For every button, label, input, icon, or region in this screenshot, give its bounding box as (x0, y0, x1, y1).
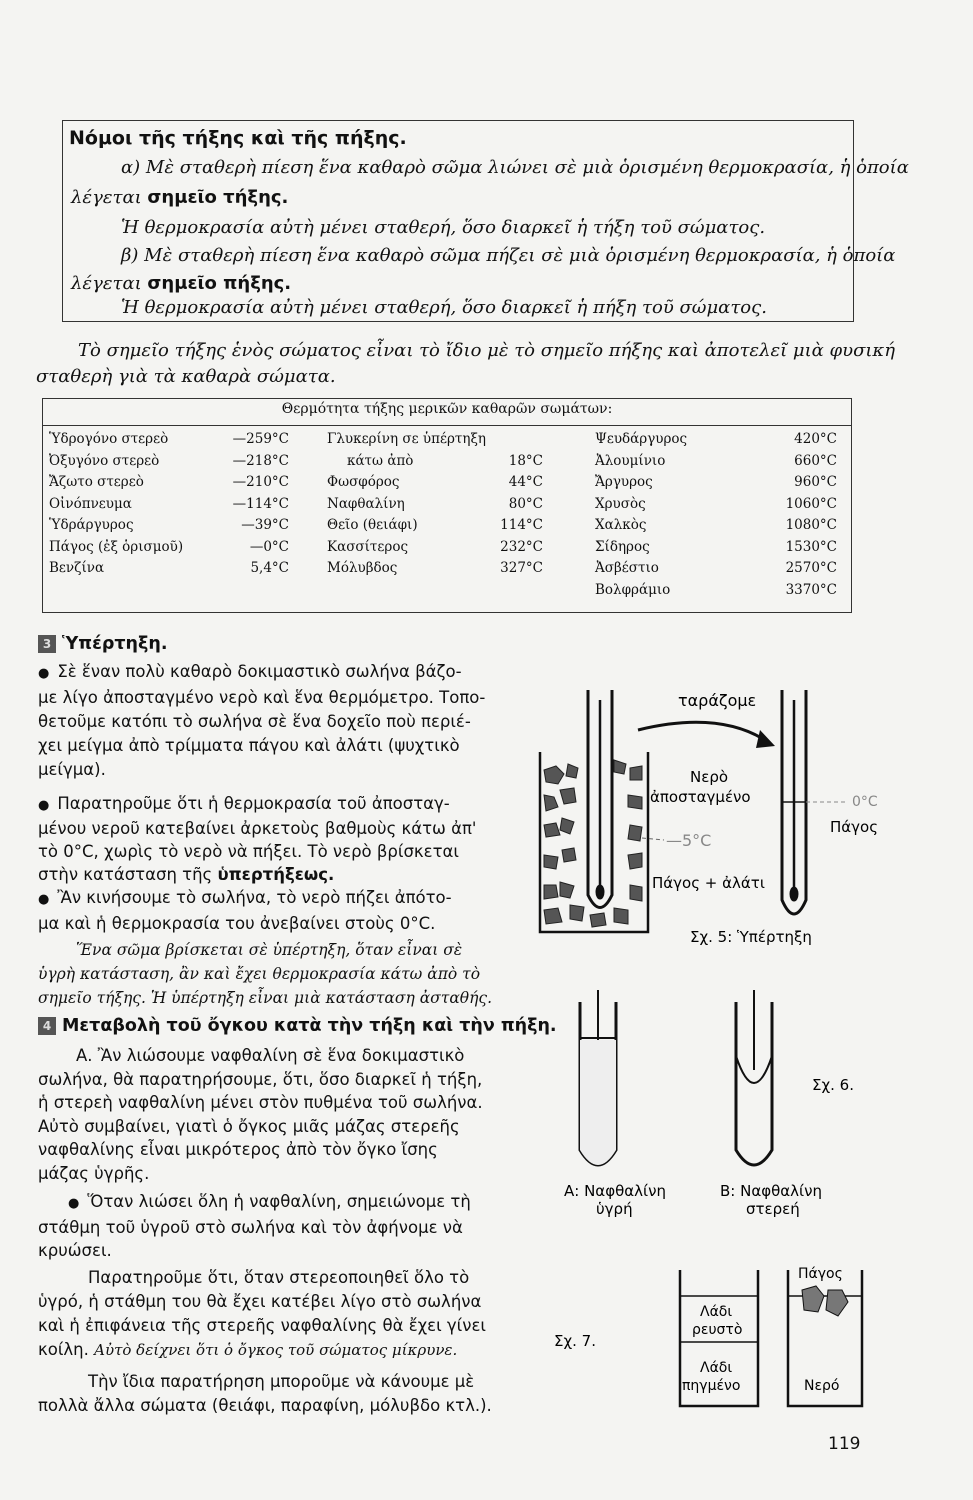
table-cell: 3370°C (785, 581, 837, 598)
table-cell: —259°C (232, 431, 289, 447)
figure-7-oil-ice (540, 1256, 900, 1416)
law-a-const: Ἡ θερμοκρασία αὐτὴ μένει σταθερή, ὅσο διαρκεῖ ἡ τήξη τοῦ σώματος. (121, 217, 766, 238)
text-line: σωλήνα, θὰ παρατηρήσουμε, ὅτι, ὅσο διαρκεῖ ἡ τήξη, (38, 1069, 483, 1089)
table-cell: Ψευδάργυρος (595, 431, 688, 447)
table-cell: Ἀλουμίνιο (595, 452, 666, 469)
table-cell: Σίδηρος (595, 538, 650, 555)
text-line: κρυώσει. (38, 1241, 112, 1260)
law-a-called: λέγεται (71, 187, 142, 208)
table-cell: 80°C (508, 495, 543, 512)
table-cell: 1060°C (785, 495, 837, 512)
supercooling-definition (38, 938, 492, 1010)
text-line: χει μείγμα ἀπὸ τρίμματα πάγου καὶ ἀλάτι (ψυχτικὸ (38, 736, 460, 755)
text-line: ἡ στερεὴ ναφθαλίνη μένει στὸν πυθμένα τοῦ σωλήνα. (38, 1093, 483, 1112)
table-cell: 420°C (794, 431, 837, 447)
table-cell: —0°C (249, 538, 289, 555)
table-col2-values (483, 429, 543, 580)
text-line: μάζας ὑγρῆς. (38, 1163, 150, 1183)
label-minus5: —5°C (666, 831, 712, 850)
table-cell: 232°C (500, 538, 543, 555)
page-number: 119 (828, 1434, 861, 1454)
volume-p4 (38, 1370, 492, 1418)
supercooling-p3 (38, 886, 452, 936)
table-col1-names (49, 429, 183, 580)
text-line: ὑγρὴ κατάσταση, ἂν καὶ ἔχει θερμοκρασία κάτω ἀπὸ τὸ (38, 965, 481, 983)
table-cell: Βολφράμιο (595, 581, 671, 598)
volume-p3 (38, 1266, 486, 1362)
label-a-2: ὑγρή (596, 1200, 633, 1218)
table-cell: Θεῖο (θειάφι) (327, 517, 418, 533)
italic-span: Αὐτὸ δείχνει ὅτι ὁ ὄγκος τοῦ σώματος μίκρυνε. (94, 1341, 458, 1359)
text-line: τὸ 0°C, χωρὶς τὸ νερὸ νὰ πήξει. Τὸ νερὸ βρίσκεται (38, 842, 459, 861)
label-ice-salt: Πάγος + ἀλάτι (652, 874, 765, 892)
table-title: Θερμότητα τήξης μερικῶν καθαρῶν σωμάτων: (281, 401, 613, 417)
text-line: μα καὶ ἡ θερμοκρασία του ἀνεβαίνει στοὺς 0°C. (38, 914, 436, 933)
label-ice: Πάγος (798, 1266, 843, 1282)
text-line: ● Παρατηροῦμε ὅτι ἡ θερμοκρασία τοῦ ἀποσταγ- (38, 792, 476, 817)
table-cell: 960°C (794, 474, 837, 490)
table-cell: 1080°C (785, 517, 837, 533)
figure-6-naphthalene (540, 980, 900, 1220)
table-col3-names (595, 429, 687, 601)
label-oil-solid-2: πηγμένο (682, 1378, 741, 1394)
table-cell: Ναφθαλίνη (327, 495, 405, 512)
label-b-2: στερεή (746, 1200, 800, 1218)
table-cell: Χρυσὸς (595, 495, 646, 512)
table-cell: Ὑδρογόνο στερεὸ (49, 431, 169, 447)
section-number: 4 (38, 1017, 56, 1035)
supercooling-p1 (38, 660, 485, 782)
ice-cubes-icon (802, 1286, 848, 1316)
table-col2-names (327, 429, 486, 580)
table-cell: Βενζίνα (49, 560, 105, 576)
law-b-text: β) Μὲ σταθερὴ πίεση ἕνα καθαρὸ σῶμα πήζει σὲ μιὰ ὁρισμένη θερμοκρασία, ἡ ὁποία (121, 245, 896, 266)
section-number: 3 (38, 635, 56, 653)
text-line (38, 863, 476, 886)
table-cell: Πάγος (ἐξ ὁρισμοῦ) (49, 538, 184, 555)
figure-5-supercooling (530, 660, 910, 960)
label-a-1: Α: Ναφθαλίνη (564, 1182, 666, 1200)
volume-p2 (38, 1190, 471, 1263)
label-water-1: Νερὸ (690, 768, 729, 786)
table-cell: Γλυκερίνη σε ὑπέρτηξη (327, 431, 486, 447)
law-a-term: σημεῖο τήξης. (147, 187, 289, 208)
table-cell: —218°C (232, 452, 289, 469)
text-line: με λίγο ἀποσταγμένο νερὸ καὶ ἕνα θερμόμετρο. Τοπο- (38, 688, 486, 707)
table-cell: Οἰνόπνευμα (49, 495, 132, 512)
table-cell: 5,4°C (250, 560, 289, 576)
label-b-1: Β: Ναφθαλίνη (720, 1182, 823, 1200)
text-line: καὶ ἡ ἐπιφάνεια τῆς στερεῆς ναφθαλίνης θὰ ἔχει γίνει (38, 1316, 486, 1335)
law-b-const: Ἡ θερμοκρασία αὐτὴ μένει σταθερή, ὅσο διαρκεῖ ἡ πήξη τοῦ σώματος. (121, 297, 767, 318)
table-col3-values (763, 429, 837, 601)
table-cell: 44°C (508, 474, 543, 490)
table-cell: Ἄζωτο στερεὸ (49, 474, 144, 490)
table-cell: —114°C (232, 495, 289, 512)
table-cell: Ἀσβέστιο (595, 560, 659, 576)
label-ice: Πάγος (830, 818, 879, 836)
text-line: ● Ἂν κινήσουμε τὸ σωλήνα, τὸ νερὸ πήζει ἀπότο- (38, 886, 452, 912)
laws-title: Νόμοι τῆς τήξης καὶ τῆς πήξης. (69, 127, 407, 149)
statement-line2: σταθερὴ γιὰ τὰ καθαρὰ σώματα. (36, 366, 336, 387)
text-line: Τὴν ἴδια παρατήρηση μποροῦμε νὰ κάνουμε μὲ (88, 1372, 475, 1391)
shake-arrow (638, 722, 768, 742)
label-water-2: ἀποσταγμένο (650, 788, 751, 806)
table-cell (483, 429, 543, 451)
law-a-text: α) Μὲ σταθερὴ πίεση ἕνα καθαρὸ σῶμα λιώνει σὲ μιὰ ὁρισμένη θερμοκρασία, ἡ ὁποία (121, 157, 909, 178)
table-cell: Φωσφόρος (327, 474, 400, 490)
text-line: ● Ὅταν λιώσει ὅλη ἡ ναφθαλίνη, σημειώνομε τὴ (38, 1190, 471, 1216)
text-line: πολλὰ ἄλλα σώματα (θειάφι, παραφίνη, μόλυβδο κτλ.). (38, 1396, 492, 1415)
law-b-called-line (71, 273, 291, 294)
label-water: Νερό (804, 1378, 840, 1394)
melting-table (42, 398, 852, 613)
statement-line1: Τὸ σημεῖο τήξης ἑνὸς σώματος εἶναι τὸ ἴδιο μὲ τὸ σημεῖο πήξης καὶ ἀποτελεῖ μιὰ φυσική (78, 340, 896, 361)
table-cell: Ὀξυγόνο στερεὸ (49, 452, 160, 469)
section-supercooling-heading (38, 634, 167, 654)
text-line: Ἕνα σῶμα βρίσκεται σὲ ὑπέρτηξη, ὅταν εἶναι σὲ (76, 941, 463, 959)
fig7-caption: Σχ. 7. (554, 1332, 596, 1350)
fig6-caption: Σχ. 6. (812, 1076, 854, 1094)
table-cell: 327°C (500, 560, 543, 576)
table-cell: —39°C (241, 517, 289, 533)
table-cell: Κασσίτερος (327, 538, 409, 555)
table-col1-values (223, 429, 289, 580)
text-line: σημεῖο τήξης. Ἡ ὑπέρτηξη εἶναι μιὰ κατάσταση ἀσταθής. (38, 989, 493, 1007)
law-a-called-line (71, 187, 288, 208)
label-oil-solid-1: Λάδι (700, 1360, 733, 1376)
section-volume-heading (38, 1016, 557, 1036)
table-cell: Ἄργυρος (595, 474, 653, 490)
label-oil-liquid-2: ρευστὸ (692, 1322, 743, 1338)
text-line (38, 1338, 486, 1362)
text-line: θετοῦμε κατόπι τὸ σωλήνα σὲ ἕνα δοχεῖο ποὺ περιέ- (38, 712, 471, 731)
text-line: Παρατηροῦμε ὅτι, ὅταν στερεοποιηθεῖ ὅλο τὸ (88, 1268, 470, 1287)
fig5-caption: Σχ. 5: Ὑπέρτηξη (690, 928, 812, 946)
text-line: μένου νεροῦ κατεβαίνει ἀρκετοὺς βαθμοὺς κάτω ἀπ' (38, 819, 477, 838)
law-b-called: λέγεται (71, 273, 142, 294)
table-cell: 2570°C (785, 560, 837, 576)
text-line: ὑγρό, ἡ στάθμη του θὰ ἔχει κατέβει λίγο στὸ σωλήνα (38, 1292, 482, 1311)
text-line: Α. Ἂν λιώσουμε ναφθαλίνη σὲ ἕνα δοκιμαστικὸ (76, 1046, 465, 1065)
table-cell: 114°C (500, 517, 543, 533)
laws-box (62, 120, 909, 322)
heading-text: Ὑπέρτηξη. (62, 634, 168, 654)
heading-text: Μεταβολὴ τοῦ ὄγκου κατὰ τὴν τήξη καὶ τὴν πήξη. (62, 1016, 557, 1036)
table-divider (43, 425, 851, 426)
text-line: μείγμα). (38, 760, 106, 779)
text-span: στὴν κατάσταση τῆς (38, 865, 213, 884)
label-shake: ταράζομε (678, 691, 757, 710)
text-line: ● Σὲ ἕναν πολὺ καθαρὸ δοκιμαστικὸ σωλήνα βάζο- (38, 660, 485, 686)
label-zero: 0°C (852, 794, 878, 810)
table-cell: κάτω ἀπὸ (347, 452, 414, 469)
table-cell: Ὑδράργυρος (49, 517, 134, 533)
table-cell: —210°C (232, 474, 289, 490)
term: ὑπερτήξεως. (217, 865, 335, 884)
ice-salt-beaker (540, 690, 648, 932)
text-line: στάθμη τοῦ ὑγροῦ στὸ σωλήνα καὶ τὸν ἀφήνομε νὰ (38, 1217, 463, 1237)
label-oil-liquid-1: Λάδι (700, 1304, 733, 1320)
table-cell: 1530°C (785, 538, 837, 555)
supercooling-p2 (38, 792, 476, 886)
table-cell: 660°C (794, 452, 837, 469)
arrow-head-icon (756, 730, 775, 748)
law-b-term: σημεῖο πήξης. (147, 273, 292, 294)
text-line: ναφθαλίνης εἶναι μικρότερος ἀπὸ τὸν ὄγκο ἴσης (38, 1140, 438, 1159)
text-line: Αὐτὸ συμβαίνει, γιατὶ ὁ ὄγκος μιᾶς μάζας στερεῆς (38, 1116, 460, 1136)
volume-p1 (38, 1044, 483, 1185)
text-span: κοίλη. (38, 1340, 89, 1359)
table-cell: Χαλκὸς (595, 517, 647, 533)
shaken-tube (782, 690, 806, 914)
table-cell: Μόλυβδος (327, 560, 398, 576)
table-cell: 18°C (508, 452, 543, 469)
